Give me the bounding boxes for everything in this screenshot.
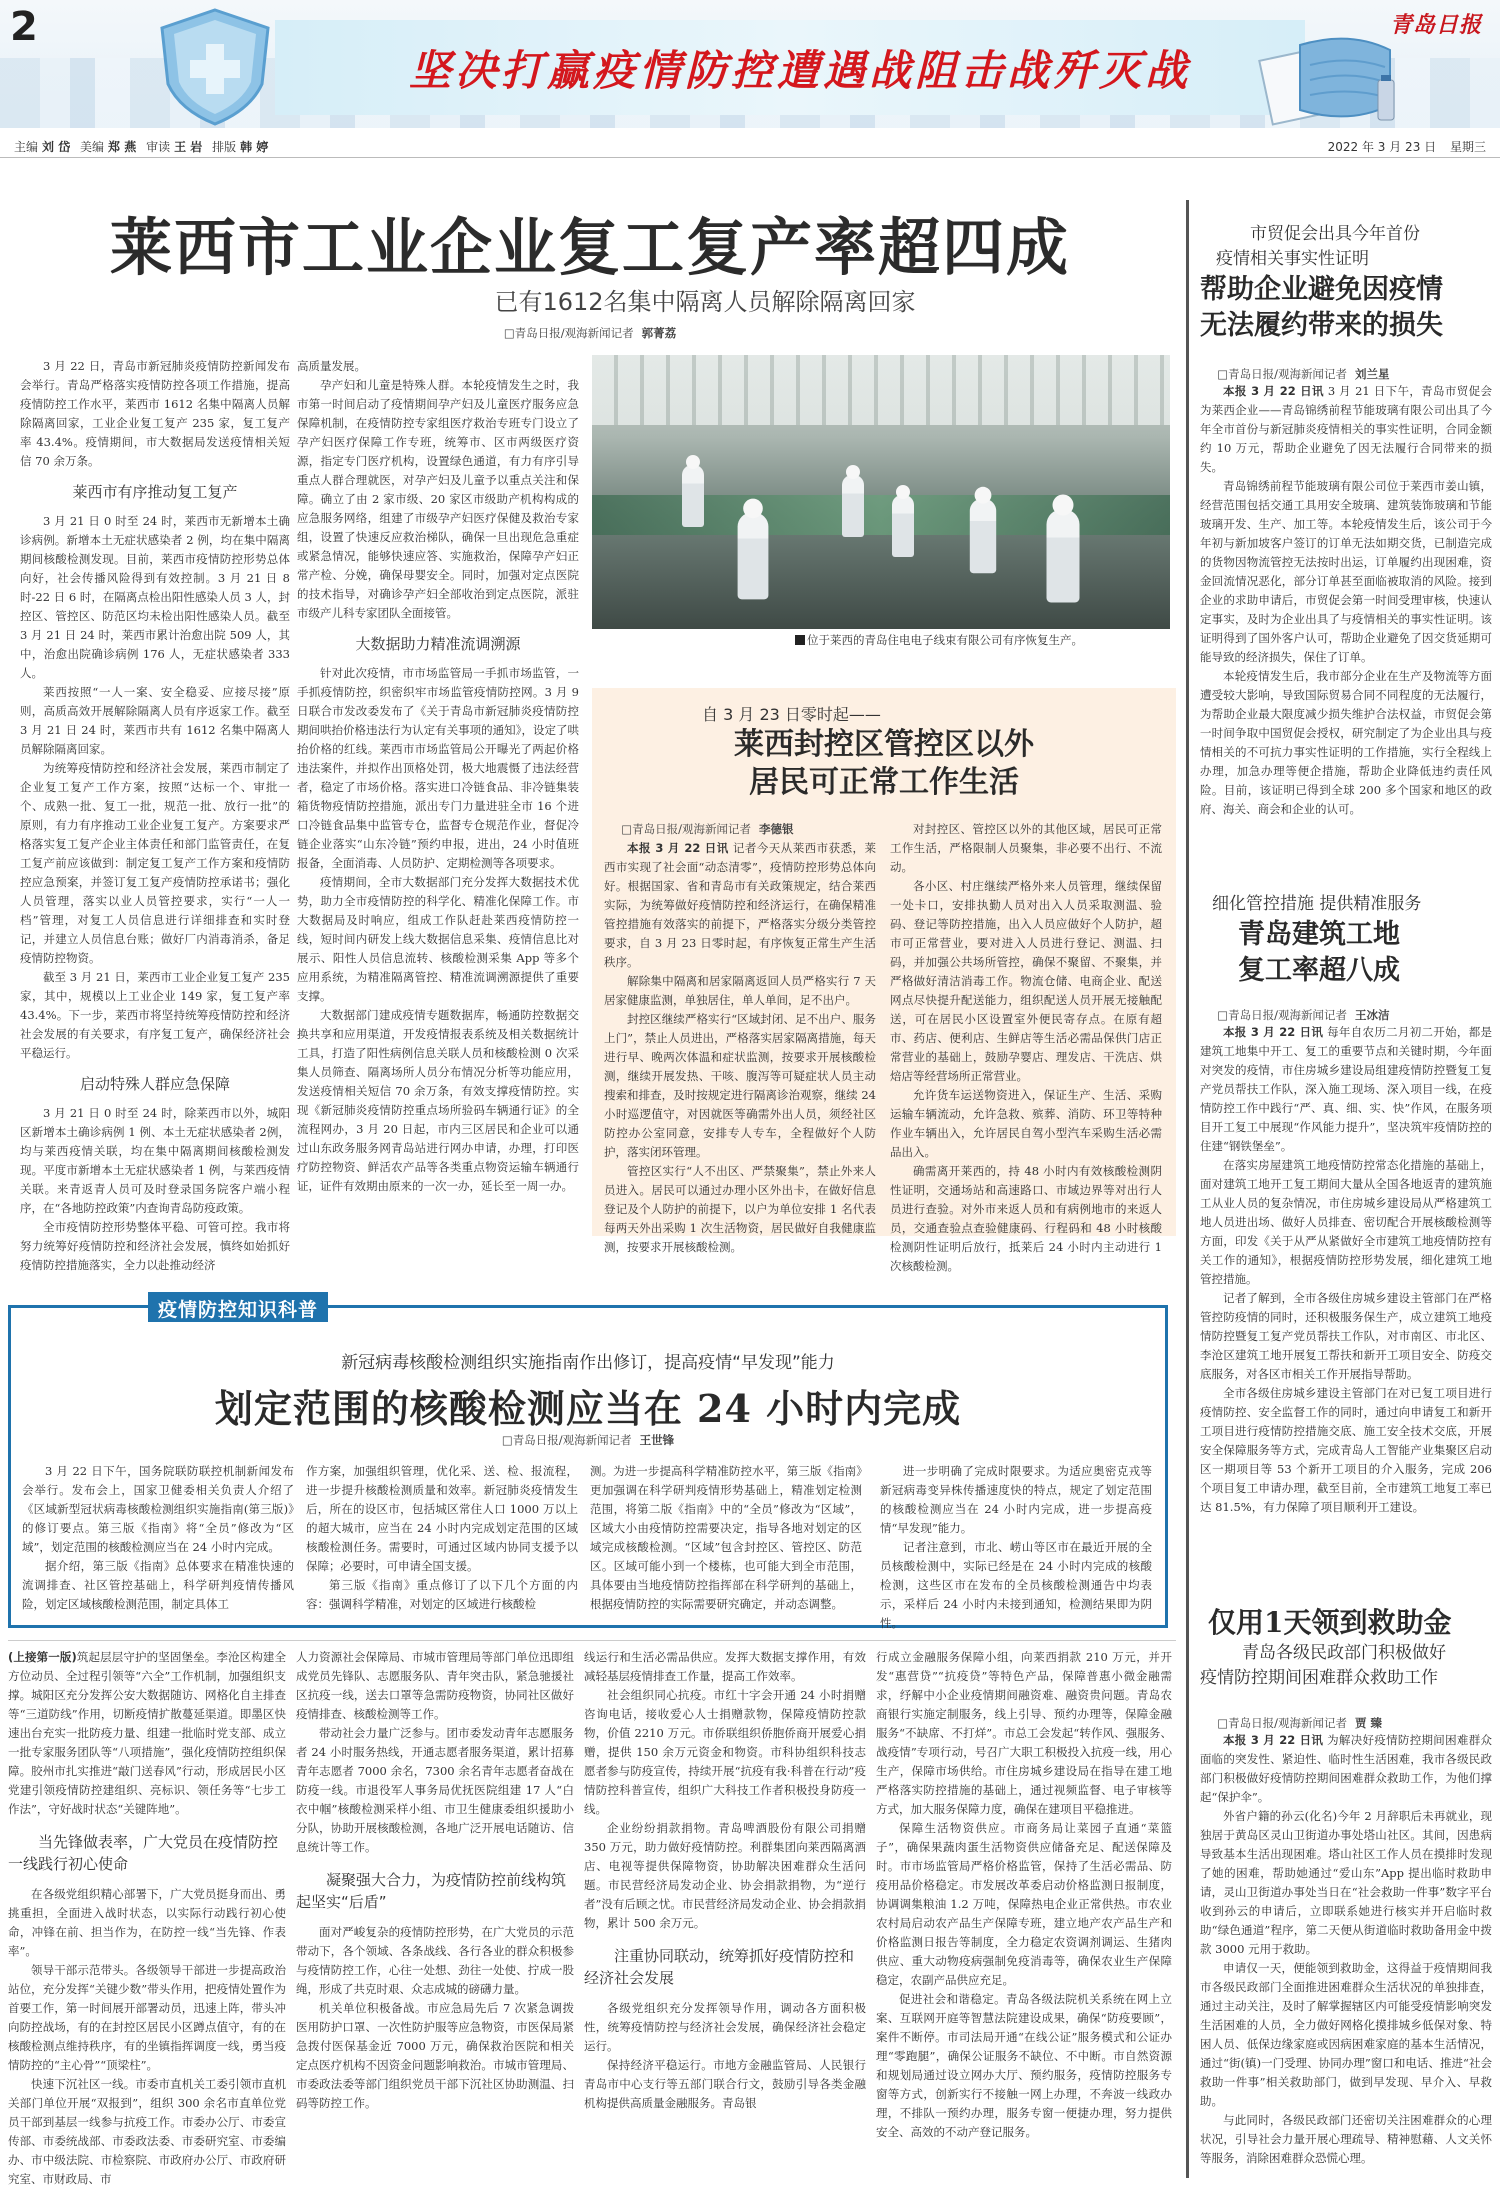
- paragraph: 本轮疫情发生后，我市部分企业在生产及物流等方面遭受较大影响，导致国际贸易合同不同程度的无法履行，为帮助企业最大限度减少损失维护合法权益，市贸促会第一时间争取中国贸促会授权，研究制定了为企业出具与疫情相关的不可抗力事实性证明的工作措施，实行全程线上办理，加急办理等便企措施，帮助企业降低违约责任风险。目前，该证明已得到全球 200 多个国家和地区的政府、海关、商会和企业的认可。: [1200, 669, 1492, 816]
- paragraph: 申请仅一天，便能领到救助金，这得益于疫情期间我市各级民政部门全面推进困难群众生活状况的单独排查，通过主动关注，及时了解掌握辖区内可能受疫情影响突发生活困难的人员，全力做好网格化摸排城乡低保对象、特困人员、低保边缘家庭或因病困难家庭的基本生活情况，通过“街(镇)一门受理、协同办理”窗口和电话、推进“社会救助一件事”相关救助部门，做到早发现、早介入、早救助。: [1200, 1961, 1492, 2108]
- editor-role: 审读: [146, 140, 171, 154]
- knowledge-column-2: [306, 1462, 578, 1622]
- main-subheadline: 已有1612名集中隔离人员解除隔离回家: [494, 288, 916, 316]
- continued-label: (上接第一版): [8, 1650, 77, 1664]
- story-kicker: 青岛各级民政部门积极做好: [1242, 1643, 1446, 1663]
- editor-role: 主编: [14, 140, 39, 154]
- paragraph: 本报 3 月 22 日讯 每年自农历二月初二开始，都是建筑工地集中开工、复工的重要节点和关键时期，今年面对突发的疫情，市住房城乡建设局组建疫情防控暨复工复产党员帮扶工作队，深入施工现场、深入项目一线，在疫情防控工作中践行“严、真、细、实、快”作风，在服务项目开工复工中展现“作风能力提升”，坚决筑牢疫情防控的住建“钢铁堡垒”。: [1200, 1025, 1492, 1153]
- paragraph: 大数据部门建成疫情专题数据库，畅通防控数据交换共享和应用渠道，开发疫情报表系统及相关数据统计工具，打造了阳性病例信息关联人员和核酸检测 0 次采集人员筛查、隔离场所人员分布情况分析等功能应用，发送疫情相关短信 70 余万条，有效支撑疫情防控。实现《新冠肺炎疫情防控重点场所验码车辆通行证》的全流程网办，3 月 20 日起，市内三区居民和企业可以通过山东政务服务网青岛站进行网办申请，办理，打印医疗防控物资、鲜活农产品等各类重点物资运输车辆通行证，证件有效期由原来的一次一办，延长至一周一办。: [297, 1008, 579, 1193]
- main-story-column-2: [297, 357, 579, 1287]
- paragraph: 记者注意到，市北、崂山等区市在最近开展的全员核酸检测中，实际已经是在 24 小时内完成的核酸检测，这些区市在发布的全员核酸检测通告中均表示，采样后 24 小时内未接到通知，检测结果即为阴性。: [880, 1540, 1152, 1630]
- worker-figure: [842, 475, 864, 537]
- section-heading: 莱西市有序推动复工复产: [72, 483, 238, 501]
- story-headline: 复工率超八成: [1238, 955, 1400, 986]
- date-text: 2022 年 3 月 23 日: [1327, 140, 1437, 154]
- byline-name: 郭菁荔: [641, 326, 677, 340]
- boxed-story: [592, 688, 1176, 1273]
- masthead-banner: [0, 0, 1500, 128]
- paragraph: 3 月 22 日下午，国务院联防联控机制新闻发布会举行。发布会上，国家卫健委相关负责人介绍了《区域新型冠状病毒核酸检测组织实施指南(第三版)》的修订要点。第三版《指南》将“全员”修改为“区域”，划定范围的核酸检测应当在 24 小时内完成。: [22, 1464, 294, 1554]
- section-heading: 注重协同联动，统筹抓好疫情防控和经济社会发展: [584, 1947, 855, 1987]
- knowledge-headline: 划定范围的核酸检测应当在 24 小时内完成: [214, 1386, 962, 1431]
- editor-name: 刘 岱: [42, 140, 71, 154]
- boxed-story-column-2: [890, 820, 1162, 1273]
- section-heading: 启动特殊人群应急保障: [79, 1075, 230, 1093]
- paragraph: 促进社会和谐稳定。青岛各级法院机关系统在网上立案、互联网开庭等智慧法院建设成果，确保“防疫要顾”，案件不断停。市司法局开通“在线公证”服务模式和公证办理“零跑腿”，确保公证服务不缺位、不中断。市自然资源和规划局通过设立网办大厅、预约服务，疫情防控服务专窗等方式，创新实行不接触一网上办理，不奔波一线政办理，不排队一预约办理，服务专窗一便捷办理，努力提供安全、高效的不动产登记服务。: [876, 1992, 1172, 2139]
- knowledge-byline: □青岛日报/观海新闻记者 王世锋: [501, 1433, 675, 1447]
- continued-column-1: [8, 1648, 287, 2186]
- editor-role: 美编: [80, 140, 105, 154]
- paragraph: 与此同时，各级民政部门还密切关注困难群众的心理状况，引导社会力量开展心理疏导、精神慰藉、人文关怀等服务，消除困难群众恐慌心理。: [1200, 2113, 1492, 2165]
- boxed-story-headline: 莱西封控区管控区以外 居民可正常工作生活: [734, 727, 1034, 800]
- paragraph: 确需离开莱西的，持 48 小时内有效核酸检测阴性证明，交通场站和高速路口、市域边界等对出行人员进行查验。对外市来返人员和有病例地市的来返人员，交通查验点查验健康码、行程码和 48 小时核酸检测阴性证明后放行，抵莱后 24 小时内主动进行 1 次核酸检测。: [890, 1164, 1162, 1273]
- paragraph: 保持经济平稳运行。市地方金融监管局、人民银行青岛市中心支行等五部门联合行文，鼓励引导各类金融机构提供高质量金融服务。青岛银: [584, 2058, 866, 2110]
- story-byline: □青岛日报/观海新闻记者 刘兰星: [1217, 367, 1390, 381]
- knowledge-kicker: 新冠病毒核酸检测组织实施指南作出修订，提高疫情“早发现”能力: [341, 1353, 835, 1373]
- paragraph: 孕产妇和儿童是特殊人群。本轮疫情发生之时，我市第一时间启动了疫情期间孕产妇及儿童医疗服务应急保障机制，在疫情防控专家组医疗救治专班专门设立了孕产妇医疗保障工作专班，统筹市、区市两级医疗资源，指定专门医疗机构，设置绿色通道，有力有序引导重点人群合理就医，对孕产妇及儿童予以重点关注和保障。确立了由 2 家市级、20 家区市级助产机构构成的应急服务网络，组建了市级孕产妇医疗保健及救治专家组，设置了快速反应救治梯队，确保一旦出现危急重症或紧急情况，能够快速应答、实施救治，保障孕产妇正常产检、分娩，确保母婴安全。同时，加强对定点医院的技术指导，对确诊孕产妇全部收治到定点医院，派驻市级产儿科专家团队全面接管。: [297, 378, 579, 620]
- story-kicker: 市贸促会出具今年首份: [1250, 224, 1420, 244]
- paragraph: 企业纷纷捐款捐物。青岛啤酒股份有限公司捐赠 350 万元，助力做好疫情防控。利群集团向莱西隔离酒店、电视等提供保障物资，协助解决困难群众生活问题。市民营经济局发动企业、协会捐款捐物，为“逆行者”没有后顾之忧。市民营经济局发动企业、协会捐款捐物，累计 500 余万元。: [584, 1821, 866, 1930]
- section-tag: 疫情防控知识科普: [148, 1292, 328, 1322]
- paragraph: 高质量发展。: [297, 359, 366, 373]
- paragraph: 保障生活物资供应。市商务局让菜园子直通“菜篮子”，确保果蔬肉蛋生活物资供应储备充足、配送保障及时。市市场监管局严格价格监管，保持了生活必需品、防疫用品价格稳定。市发展改革委启动价格监测日报制度，协调调集粮油 1.2 万吨，保障热电企业正常供热。市农业农村局启动农产品生产保障专班，建立地产农产品生产和价格监测日报告等制度，全力稳定农资调剂调运、生猪肉供应、重大动物疫病强制免疫消毒等，确保农业生产保障稳定，农副产品供应充足。: [876, 1821, 1172, 1987]
- worker-figure: [892, 495, 914, 557]
- paragraph: 管控区实行“人不出区、严禁聚集”，禁止外来人员进入。居民可以通过办理小区外出卡，在做好信息登记及个人防护的前提下，以户为单位安排 1 名代表每两天外出采购 1 次生活物资，居民做好自我健康监测，按要求开展核酸检测。: [604, 1164, 876, 1254]
- paragraph: 快速下沉社区一线。市委市直机关工委引领市直机关部门单位开展“双报到”，组织 300 余名市直单位党员干部到基层一线参与抗疫工作。市委办公厅、市委宣传部、市委统战部、市委政法委、市委研究室、市委编办、市中级法院、市检察院、市政府办公厅、市政府研究室、市财政局、市: [8, 2077, 286, 2186]
- main-story-column-1: [20, 357, 290, 1287]
- right-story-trade-council: [1200, 222, 1492, 872]
- paragraph: 封控区继续严格实行“区域封闭、足不出户、服务上门”，禁止人员进出，严格落实居家隔离措施，每天进行早、晚两次体温和症状监测，按要求开展核酸检测，继续开展发热、干咳、腹泻等可疑症状人员主动搜索和排查，及时按规定进行隔离诊治观察，继续 24 小时巡逻值守，对因就医等确需外出人员，须经社区防控办公室同意，安排专人专车，全程做好个人防护，落实闭环管理。: [604, 1012, 876, 1159]
- paragraph: 疫情期间，全市大数据部门充分发挥大数据技术优势，助力全市疫情防控的科学化、精准化保障工作。市大数据局及时响应，组成工作队赶赴莱西疫情防控一线，短时间内研发上线大数据信息采集、疫情信息比对展示、阳性人员信息流转、核酸检测采集 App 等多个应用系统，为精准隔离管控、精准流调溯源提供了重要支撑。: [297, 875, 579, 1003]
- byline-prefix: □青岛日报/观海新闻记者: [503, 326, 634, 340]
- right-story-relief-fund: [1200, 1605, 1492, 2175]
- paragraph: 进一步明确了完成时限要求。为适应奥密克戎等新冠病毒变异株传播速度快的特点，规定了划定范围的核酸检测应当在 24 小时内完成，进一步提高疫情“早发现”能力。: [880, 1464, 1152, 1535]
- paragraph: 解除集中隔离和居家隔离返回人员严格实行 7 天居家健康监测，单独居住，单人单间，足不出户。: [604, 974, 876, 1007]
- paragraph: 带动社会力量广泛参与。团市委发动青年志愿服务者 24 小时服务热线，开通志愿者服务渠道，累计招募青年志愿者 7000 余名，7300 余名青年志愿者奋战在防疫一线。市退役军人事务局优抚医院组建 17 人“白衣中帼”核酸检测采样小组、市卫生健康委组织援助小分队，协助开展核酸检测，各地广泛开展电话随访、信息统计等工作。: [296, 1726, 574, 1854]
- paragraph: 全市疫情防控形势整体平稳、可管可控。我市将努力统筹好疫情防控和经济社会发展，慎终如始抓好疫情防控措施落实，全力以赴推动经济: [20, 1220, 290, 1272]
- editor-credits: [14, 138, 274, 155]
- right-story-construction: [1200, 892, 1492, 1582]
- paragraph: 莱西按照“一人一案、安全稳妥、应接尽接”原则，高质高效开展解除隔离人员有序返家工作。截至 3 月 21 日 24 时，莱西市共有 1612 名集中隔离人员解除隔离回家。: [20, 685, 290, 756]
- story-byline: □青岛日报/观海新闻记者 王冰洁: [1217, 1008, 1390, 1022]
- paragraph: 针对此次疫情，市市场监管局一手抓市场监管，一手抓疫情防控，织密织牢市场监管疫情防控网。3 月 9 日联合市发改委发布了《关于青岛市新冠肺炎疫情防控期间哄抬价格违法行为认定有关事项的通知》，设定了哄抬价格的红线。莱西市市场监管局公开曝光了两起价格违法案件，并拟作出顶格处罚，极大地震慑了违法经营者，稳定了市场价格。落实进口冷链食品、非冷链集装箱货物疫情防控措施，派出专门力量进驻全市 16 个进口冷链食品集中监管专仓，监督专仓规范作业，督促冷链企业落实“山东冷链”预约申报，进出，24 小时值班报备，全面消毒、人员防护、定期检测等各项要求。: [297, 666, 579, 870]
- story-headline: 帮助企业避免因疫情: [1200, 274, 1443, 305]
- paragraph: 行成立金融服务保障小组，向莱西捐款 210 万元，并开发“惠营贷”“抗疫贷”等特色产品，保障普惠小微金融需求，纾解中小企业疫情期间融资难、融资贵问题。青岛农商银行实施定制服务，线上引导、预约办理等，保障金融服务“不缺席、不打烊”。市总工会发起“转作风、强服务、战疫情”专项行动，号召广大职工积极投入抗疫一线，用心生产，保障市场供给。市住房城乡建设局在指导在建工地严格落实防控措施的基础上，通过视频监督、电子审核等方式，加大服务保障力度，确保在建项目平稳推进。: [876, 1650, 1172, 1816]
- paragraph: 社会组织同心抗疫。市红十字会开通 24 小时捐赠咨询电话，接收爱心人士捐赠款物，保障疫情防控款物，价值 2210 万元。市侨联组织侨胞侨商开展爱心捐赠，提供 150 余万元资金和物资。市科协组织科技志愿者参与防疫宣传，持续开展“抗疫有我·科普在行动”疫情防控科普宣传，组织广大科技工作者积极投身防疫一线。: [584, 1688, 866, 1816]
- page-number: 2: [10, 4, 38, 50]
- paragraph: 允许货车运送物资进入，保证生产、生活、采购运输车辆流动，允许急救、殡葬、消防、环卫等特种作业车辆出入，允许居民自驾小型汽车采购生活必需品出入。: [890, 1088, 1162, 1159]
- paragraph: 领导干部示范带头。各级领导干部进一步提高政治站位，充分发挥“关键少数”带头作用，把疫情处置作为首要工作，第一时间展开部署动员，迅速上阵，带头冲向防控战场，有的在封控区居民小区蹲点值守，有的在核酸检测点维持秩序，有的坐镇指挥调度一线，勇当疫情防控的“主心骨”“顶梁柱”。: [8, 1963, 286, 2072]
- caption-marker-icon: [795, 635, 805, 645]
- header-divider: [0, 157, 1500, 158]
- section-heading: 当先锋做表率，广大党员在疫情防控一线践行初心使命: [8, 1833, 279, 1873]
- story-headline: 无法履约带来的损失: [1200, 310, 1443, 341]
- editors-bar: [0, 132, 1500, 156]
- story-kicker: 细化管控措施 提供精准服务: [1212, 894, 1422, 914]
- paragraph: 全市各级住房城乡建设主管部门在对已复工项目进行疫情防控、安全监督工作的同时，通过向申请复工和新开工项目进行疫情防控措施交底、施工安全技术交底，开展安全保障服务等方式，完成青岛人工智能产业集聚区启动区一期项目等 53 个新开工项目的介入服务，完成 206 个项目复工申请办理，截至目前，全市建筑工地复工率已达 81.5%，有力保障了项目顺利开工建设。: [1200, 1386, 1492, 1514]
- worker-figure: [738, 513, 769, 600]
- paragraph: 本报 3 月 22 日讯 记者今天从莱西市获悉，莱西市实现了社会面“动态清零”，疫情防控形势总体向好。根据国家、省和青岛市有关政策规定，结合莱西实际，为统筹做好疫情防控和经济运行，在确保精准管控措施有效落实的前提下，严格落实分级分类管控要求，自 3 月 23 日零时起，有序恢复正常生产生活秩序。: [604, 841, 876, 969]
- photo-caption: 位于莱西的青岛住电电子线束有限公司有序恢复生产。: [795, 632, 1175, 648]
- story-byline: □青岛日报/观海新闻记者 贾 臻: [1217, 1716, 1383, 1730]
- boxed-story-kicker: 自 3 月 23 日零时起——: [702, 705, 881, 724]
- continued-column-4: [876, 1648, 1172, 2176]
- editor-name: 韩 婷: [240, 140, 269, 154]
- story-kicker: 疫情防控期间困难群众救助工作: [1200, 1668, 1438, 1688]
- paragraph: 各级党组织充分发挥领导作用，调动各方面积极性，统筹疫情防控与经济社会发展，确保经济社会稳定运行。: [584, 2001, 866, 2053]
- paragraph: 各小区、村庄继续严格外来人员管理，继续保留一处卡口，安排执勤人员对出入人员采取测温、验码、登记等防控措施，出入人员应做好个人防护，超市可正常营业，要对进入人员进行登记、测温、扫码，并加强公共场所管控，确保不聚留、不聚集，并严格做好清洁消毒工作。物流仓储、电商企业、配送网点尽快提升配送能力，组织配送人员开展无接触配送，可在居民小区设置室外便民寄存点。在原有超市、药店、便利店、生鲜店等生活必需品保供门店正常营业的基础上，鼓励孕婴店、理发店、干洗店、烘焙店等经营场所正常营业。: [890, 879, 1162, 1083]
- paragraph: 在落实房屋建筑工地疫情防控常态化措施的基础上，面对建筑工地开工复工期间大量从全国各地返青的建筑施工从业人员的复杂情况，市住房城乡建设局从严格建筑工地人员进出场、做好人员排查、密切配合开展核酸检测等方面，印发《关于从严从紧做好全市建筑工地疫情防控有关工作的通知》，根据疫情防控形势发展，细化建筑工地管控措施。: [1200, 1158, 1492, 1286]
- paragraph: 人力资源社会保障局、市城市管理局等部门单位迅即组成党员先锋队、志愿服务队、青年突击队，紧急驰援社区抗疫一线，送去口罩等急需防疫物资，协同社区做好疫情排查、核酸检测等工作。: [296, 1650, 574, 1721]
- right-column-rule: [1186, 200, 1189, 2178]
- story-kicker: 疫情相关事实性证明: [1216, 249, 1369, 269]
- paragraph: 面对严峻复杂的疫情防控形势，在广大党员的示范带动下，各个领域、各条战线、各行各业的群众积极参与疫情防控工作，心往一处想、劲往一处使、拧成一股绳，形成了共克时艰、众志成城的磅礴力量。: [296, 1925, 574, 1996]
- paragraph: 本报 3 月 22 日讯 3 月 21 日下午，青岛市贸促会为莱西企业——青岛锦绣前程节能玻璃有限公司出具了今年全市首份与新冠肺炎疫情相关的事实性证明，合同金额约 10 万元，帮助企业避免了因无法履行合同带来的损失。: [1200, 384, 1493, 474]
- section-divider: [8, 1640, 1176, 1641]
- paragraph: 青岛锦绣前程节能玻璃有限公司位于莱西市姜山镇，经营范围包括交通工具用安全玻璃、建筑装饰玻璃和节能玻璃开发、生产、加工等。本轮疫情发生后，该公司于今年初与新加坡客户签订的订单无法如期交货，已制造完成的货物因物流管控无法按时出运，订单履约出现困难，资金回流情况恶化，部分订单甚至面临被取消的风险。接到企业的求助申请后，市贸促会第一时间受理审核，快速认定事实，及时为企业出具了与疫情相关的事实性证明。该证明得到了国外客户认可，帮助企业避免了因交货延期可能导致的经济损失，保住了订单。: [1200, 479, 1492, 664]
- paragraph: 3 月 21 日 0 时至 24 时，除莱西市以外，城阳区新增本土确诊病例 1 例、本土无症状感染者 2例，均与莱西疫情关联，均在集中隔离期间核酸检测发现。平度市新增本土无症状感染者 1 例，与莱西疫情关联。来青返青人员可及时登录国务院客户端小程序，在“各地防控政策”内查询青岛防疫政策。: [20, 1106, 290, 1215]
- main-headline: 莱西市工业企业复工复产率超四成: [109, 211, 1070, 284]
- paragraph: 3 月 22 日，青岛市新冠肺炎疫情防控新闻发布会举行。青岛严格落实疫情防控各项工作措施，提高疫情防控工作水平，莱西市 1612 名集中隔离人员解除隔离回家，工业企业复工复产 235 家，复工复产率 43.4%。疫情期间，市大数据局发送疫情相关短信 70 余万条。: [20, 359, 290, 468]
- story-headline: 仅用1天领到救助金: [1208, 1606, 1452, 1639]
- paragraph: 作方案，加强组织管理，优化采、送、检、报流程，进一步提升核酸检测质量和效率。新冠肺炎疫情发生后，所在的设区市，包括城区常住人口 1000 万以上的超大城市，应当在 24 小时内完成划定范围的区域核酸检测任务。需要时，可通过区域内协同支援予以保障；必要时，可申请全国支援。: [306, 1464, 578, 1573]
- shield-icon: [150, 6, 280, 126]
- paragraph: 对封控区、管控区以外的其他区域，居民可正常工作生活，严格限制人员聚集，非必要不出行、不流动。: [890, 822, 1162, 874]
- banner-slogan: 坚决打赢疫情防控遭遇战阻击战歼灭战: [408, 46, 1191, 95]
- paragraph: 机关单位积极备战。市应急局先后 7 次紧急调拨医用防护口罩、一次性防护服等应急物资，市医保局紧急拨付医保基金近 7000 万元，确保救治医院和相关定点医疗机构不因资金问题影响救治。市城市管理局、市委政法委等部门组织党员干部下沉社区协助测温、扫码等防控工作。: [296, 2001, 574, 2110]
- paragraph: 记者了解到，全市各级住房城乡建设主管部门在严格管控防疫情的同时，还积极服务保生产，成立建筑工地疫情防控暨复工复产党员帮扶工作队，对市南区、市北区、李沧区建筑工地开展复工帮扶和新开工项目安全、防疫交底服务，对各区市相关工作开展指导帮助。: [1200, 1291, 1492, 1381]
- paragraph: (上接第一版)筑起层层守护的坚固堡垒。李沧区构建全方位动员、全过程引领等“六全”工作机制，加强组织支撑。城阳区充分发挥公安大数据随访、网格化自主排查等“三道防线”作用，切断疫情扩散蔓延渠道。即墨区快速出台充实一批防疫力量、组建一批临时党支部、成立一批专家服务团队等“八项措施”，强化疫情防控组织保障。胶州市扎实推进“敲门送春风”行动，形成居民小区党建引领疫情防控建组织、亮标识、领任务等“七步工作法”，守好战时状态“关键阵地”。: [8, 1650, 287, 1816]
- section-heading: 大数据助力精准流调溯源: [355, 635, 521, 653]
- editor-name: 郑 燕: [108, 140, 137, 154]
- worker-figure: [1047, 510, 1080, 603]
- newspaper-logo: 青岛日报: [1390, 12, 1483, 38]
- factory-photo: [592, 355, 1170, 629]
- knowledge-column-4: [880, 1462, 1152, 1630]
- paragraph: 据介绍，第三版《指南》总体要求在精准快速的流调排查、社区管控基础上，科学研判疫情传播风险，划定区域核酸检测范围，制定具体工: [22, 1559, 294, 1611]
- paragraph: 测。为进一步提高科学精准防控水平，第三版《指南》更加强调在科学研判疫情形势基础上，精准划定检测范围，将第二版《指南》中的“全员”修改为“区域”，区域大小由疫情防控需要决定，指导各地对划定的区域完成核酸检测。“区域”包含封控区、管控区、防范区。区域可能小到一个楼栋，也可能大到全市范围，具体要由当地疫情防控指挥部在科学研判的基础上，根据疫情防控的实际需要研究确定，并动态调整。: [590, 1464, 862, 1611]
- weekday-text: 星期三: [1449, 140, 1486, 154]
- editor-name: 王 岩: [174, 140, 203, 154]
- paragraph: 在各级党组织精心部署下，广大党员挺身而出、勇挑重担，全面进入战时状态，以实际行动践行初心使命，冲锋在前、担当作为，在防控一线“当先锋、作表率”。: [8, 1887, 286, 1958]
- knowledge-column-1: [22, 1462, 294, 1622]
- editor-role: 排版: [212, 140, 237, 154]
- worker-figure: [970, 499, 996, 573]
- knowledge-column-3: [590, 1462, 862, 1622]
- paragraph: 外省户籍的孙云(化名)今年 2 月辞职后未再就业，现独居于黄岛区灵山卫街道办事处塔山社区。其间，因患病导致基本生活出现困难。塔山社区工作人员在摸排时发现了她的困难，帮助她通过“爱山东”App 提出临时救助申请，灵山卫街道办事处当日在“社会救助一件事”数字平台收到孙云的申请后，立即联系她进行核实并开启临时救助“绿色通道”程序，第二天便从街道临时救助备用金中拨款 3000 元用于救助。: [1200, 1809, 1492, 1956]
- boxed-story-byline: □青岛日报/观海新闻记者 李德银: [621, 822, 794, 836]
- boxed-story-column-1: [604, 820, 876, 1254]
- main-byline: [340, 325, 840, 341]
- story-headline: 青岛建筑工地: [1238, 919, 1400, 950]
- section-heading: 凝聚强大合力，为疫情防控前线构筑起坚实“后盾”: [296, 1871, 567, 1911]
- issue-date: [1318, 138, 1486, 155]
- paragraph: 线运行和生活必需品供应。发挥大数据支撑作用，有效减轻基层疫情排查工作量，提高工作效率。: [584, 1650, 866, 1683]
- paragraph: 为统筹疫情防控和经济社会发展，莱西市制定了企业复工复产工作方案，按照“达标一个、审批一个、成熟一批、复工一批，规范一批、放行一批”的原则，有力有序推动工业企业复工复产。方案要求严格落实复工复产企业主体责任和部门监管责任，在复工复产前应该做到：制定复工复产工作方案和疫情防控应急预案，并签订复工复产疫情防控承诺书；强化人员管理，落实以业人员管控要求，实行“一人一档”管理，对复工人员信息进行详细排查和实时登记，并建立人员信息台账；做好厂内消毒消杀，备足疫情防控物资。: [20, 761, 290, 965]
- paragraph: 第三版《指南》重点修订了以下几个方面的内容：强调科学精准，对划定的区域进行核酸检: [306, 1578, 578, 1611]
- continued-column-3: [584, 1648, 866, 2176]
- worker-figure: [682, 465, 704, 527]
- continued-column-2: [296, 1648, 574, 2176]
- paragraph: 截至 3 月 21 日，莱西市工业企业复工复产 235 家，其中，规模以上工业企业 149 家，复工复产率 43.4%。下一步，莱西市将坚持统筹疫情防控和经济社会发展的有关要求，有序复工复产，确保经济社会平稳运行。: [20, 970, 290, 1060]
- paragraph: 3 月 21 日 0 时至 24 时，莱西市无新增本土确诊病例。新增本土无症状感染者 2 例，均在集中隔离期间核酸检测发现。目前，莱西市疫情防控形势总体向好，社会传播风险得到有效控制。3 月 21 日 8 时-22 日 6 时，在隔离点检出阳性感染人员 3 人，封控区、管控区、防范区均未检出阳性感染人员。截至 3 月 21 日 24 时，莱西市累计治愈出院 509 人，其中，治愈出院确诊病例 176 人，无症状感染者 333 人。: [20, 514, 290, 680]
- paragraph: 本报 3 月 22 日讯 为解决好疫情防控期间困难群众面临的突发性、紧迫性、临时性生活困难，我市各级民政部门积极做好疫情防控期间困难群众救助工作，为他们撑起“保护伞”。: [1200, 1733, 1492, 1804]
